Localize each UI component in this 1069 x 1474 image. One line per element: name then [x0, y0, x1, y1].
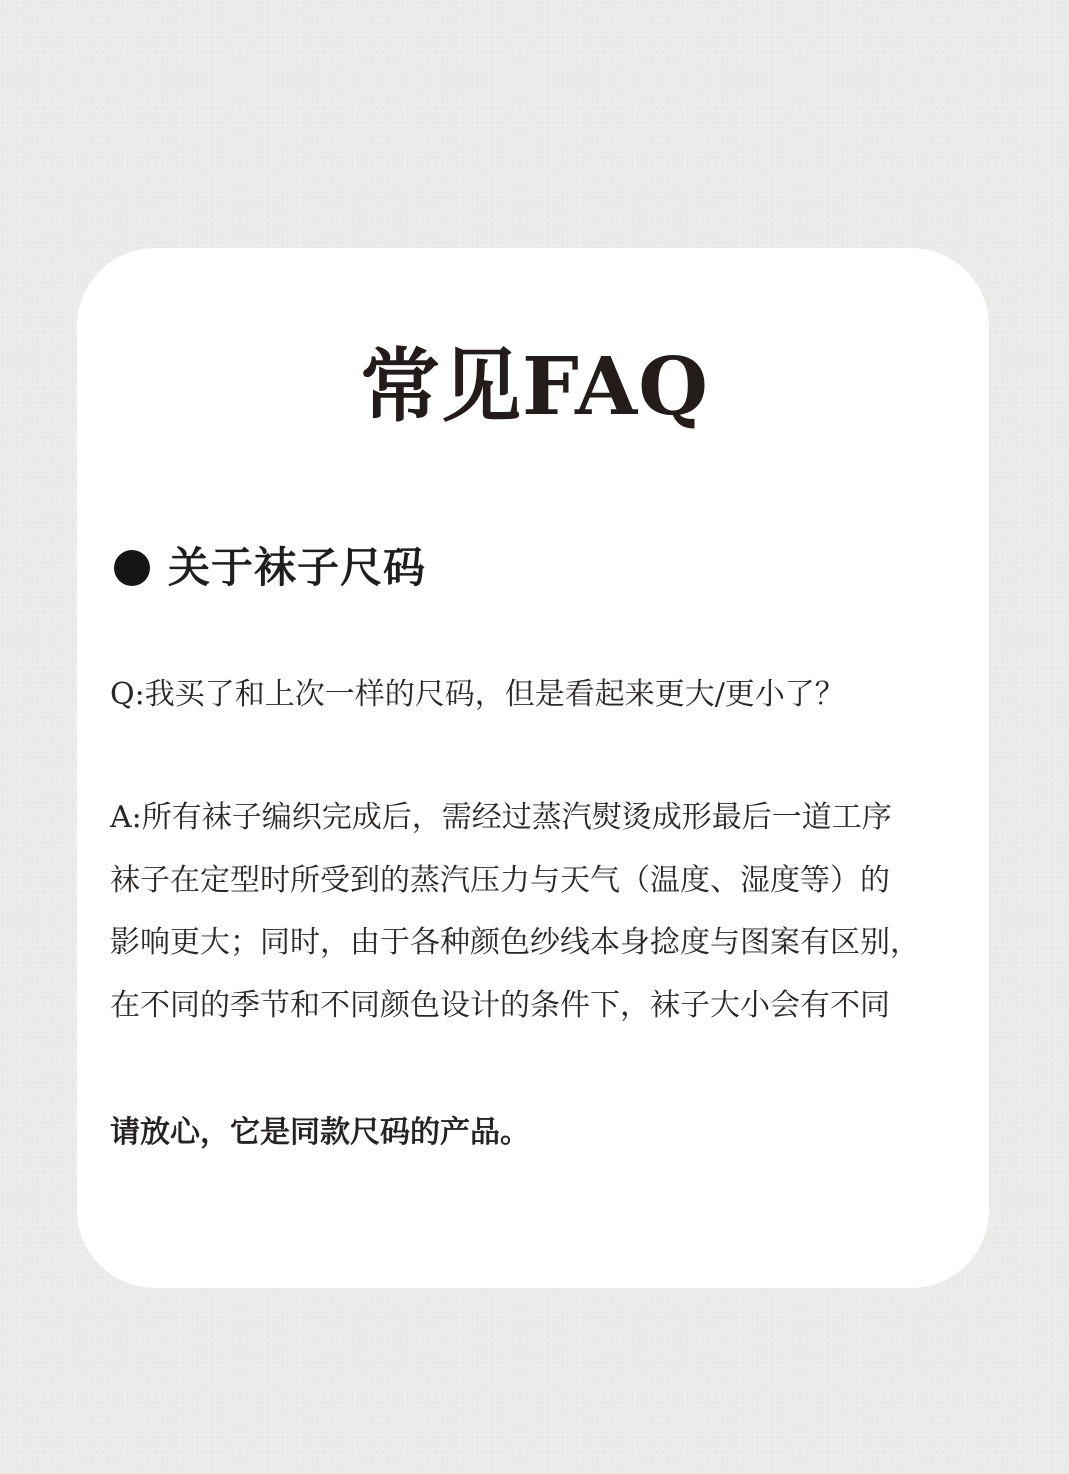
- faq-question: Q:我买了和上次一样的尺码，但是看起来更大/更小了？: [110, 677, 845, 712]
- faq-closing-note: 请放心，它是同款尺码的产品。: [110, 1115, 530, 1150]
- answer-line: A:所有袜子编织完成后，需经过蒸汽熨烫成形最后一道工序: [110, 800, 892, 835]
- bullet-dot-icon: [114, 550, 150, 586]
- answer-line: 袜子在定型时所受到的蒸汽压力与天气（温度、湿度等）的: [110, 863, 890, 898]
- answer-line: 在不同的季节和不同颜色设计的条件下，袜子大小会有不同: [110, 988, 890, 1023]
- page-title: 常见FAQ: [360, 339, 709, 433]
- section-header: [114, 540, 426, 596]
- answer-line: 影响更大；同时，由于各种颜色纱线本身捻度与图案有区别，: [110, 925, 920, 960]
- section-title: 关于袜子尺码: [168, 543, 427, 592]
